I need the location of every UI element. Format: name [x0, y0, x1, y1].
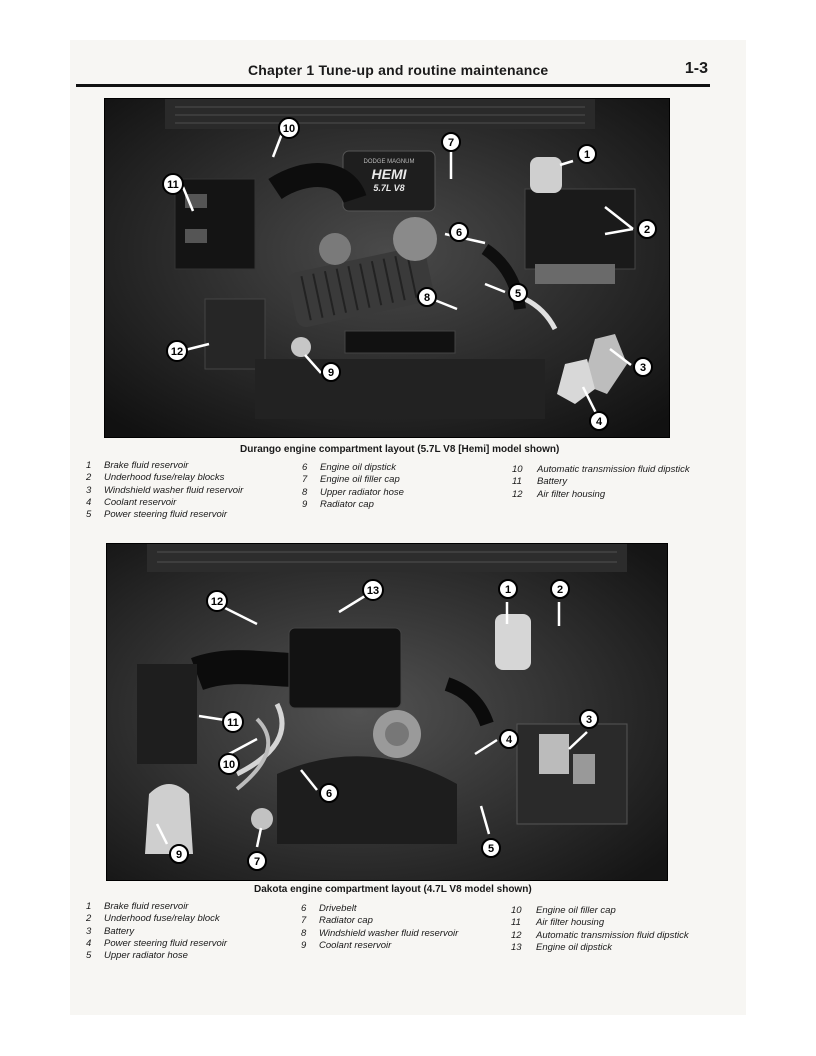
- legend-item: 10 Automatic transmission fluid dipstick: [512, 464, 690, 475]
- callout-6: [450, 223, 468, 241]
- engine-badge-top: DODGE MAGNUM: [363, 159, 415, 165]
- svg-text:10: 10: [282, 123, 296, 135]
- svg-text:9: 9: [327, 367, 335, 379]
- svg-text:1: 1: [504, 584, 512, 596]
- dakota-legend-col3: [511, 905, 689, 954]
- legend-item: 13 Engine oil dipstick: [511, 941, 613, 953]
- legend-item: 5 Power steering fluid reservoir: [86, 509, 228, 521]
- svg-text:3: 3: [585, 714, 593, 726]
- page-header: [76, 58, 710, 87]
- callout-11: [223, 712, 243, 732]
- legend-item: 4 Power steering fluid reservoir: [86, 937, 228, 949]
- callout-13: [363, 580, 383, 600]
- legend-item: 1 Brake fluid reservoir: [86, 901, 189, 912]
- legend-item: 3 Battery: [86, 925, 135, 937]
- dakota-engine-photo: [106, 543, 668, 881]
- durango-legend-col1: [86, 460, 243, 521]
- legend-item: 10 Engine oil filler cap: [511, 905, 616, 916]
- svg-text:4: 4: [505, 734, 513, 746]
- legend-item: 1 Brake fluid reservoir: [86, 460, 189, 471]
- callout-1: [499, 580, 517, 598]
- svg-text:9: 9: [175, 849, 183, 861]
- legend-item: 11 Battery: [512, 476, 568, 488]
- legend-item: 9 Coolant reservoir: [301, 939, 392, 951]
- callout-2: [638, 220, 656, 238]
- callout-9: [170, 845, 188, 863]
- svg-text:11: 11: [167, 179, 179, 191]
- callout-3: [580, 710, 598, 728]
- legend-item: 12 Automatic transmission fluid dipstick: [511, 929, 689, 941]
- legend-item: 2 Underhood fuse/relay block: [86, 913, 220, 925]
- svg-text:8: 8: [423, 292, 431, 304]
- callout-7: [442, 133, 460, 151]
- svg-text:12: 12: [170, 346, 184, 358]
- callout-10: [219, 754, 239, 774]
- svg-text:4: 4: [595, 416, 603, 428]
- legend-item: 2 Underhood fuse/relay blocks: [86, 472, 225, 484]
- callout-1: [578, 145, 596, 163]
- dakota-figure-caption: Dakota engine compartment layout (4.7L V8 model shown): [254, 884, 532, 895]
- callout-3: [634, 358, 652, 376]
- legend-item: 9 Radiator cap: [302, 498, 374, 510]
- svg-text:6: 6: [455, 227, 463, 239]
- legend-item: 8 Upper radiator hose: [302, 486, 404, 498]
- legend-item: 12 Air filter housing: [512, 488, 606, 500]
- svg-text:5: 5: [514, 288, 522, 300]
- legend-item: 3 Windshield washer fluid reservoir: [86, 484, 244, 496]
- durango-engine-photo: [104, 98, 670, 438]
- svg-text:11: 11: [227, 717, 239, 729]
- svg-text:3: 3: [639, 362, 647, 374]
- legend-item: 11 Air filter housing: [511, 917, 605, 929]
- legend-item: 4 Coolant reservoir: [86, 496, 177, 508]
- callout-8: [418, 288, 436, 306]
- durango-figure-caption: Durango engine compartment layout (5.7L V8 [Hemi] model shown): [240, 444, 560, 455]
- callout-9: [322, 363, 340, 381]
- legend-item: 5 Upper radiator hose: [86, 950, 188, 962]
- callout-12: [207, 591, 227, 611]
- legend-item: 6 Drivebelt: [301, 903, 357, 914]
- callout-10: [279, 118, 299, 138]
- engine-badge-hemi: HEMI: [371, 166, 407, 182]
- svg-text:10: 10: [222, 759, 236, 771]
- callout-6: [320, 784, 338, 802]
- chapter-title: Chapter 1 Tune-up and routine maintenance: [248, 62, 549, 78]
- callout-7: [248, 852, 266, 870]
- callout-2: [551, 580, 569, 598]
- callout-12: [167, 341, 187, 361]
- page-number: 1-3: [684, 60, 708, 77]
- engine-badge-displacement: 5.7L V8: [373, 183, 405, 193]
- svg-text:6: 6: [325, 788, 333, 800]
- legend-item: 7 Engine oil filler cap: [302, 474, 400, 486]
- durango-legend-col3: [512, 464, 690, 501]
- durango-legend-col2: [302, 462, 404, 511]
- callout-5: [509, 284, 527, 302]
- svg-text:5: 5: [487, 843, 495, 855]
- dakota-legend-col1: [86, 901, 227, 962]
- svg-text:7: 7: [253, 856, 261, 868]
- callout-11: [163, 174, 183, 194]
- dakota-legend-col2: [301, 903, 458, 952]
- svg-text:12: 12: [210, 596, 224, 608]
- callout-4: [500, 730, 518, 748]
- svg-text:1: 1: [583, 149, 591, 161]
- svg-text:13: 13: [366, 585, 380, 597]
- legend-item: 7 Radiator cap: [301, 915, 373, 927]
- legend-item: 8 Windshield washer fluid reservoir: [301, 927, 459, 939]
- callout-5: [482, 839, 500, 857]
- legend-item: 6 Engine oil dipstick: [302, 462, 397, 473]
- svg-text:2: 2: [643, 224, 651, 236]
- svg-text:7: 7: [447, 137, 455, 149]
- callout-4: [590, 412, 608, 430]
- svg-text:2: 2: [556, 584, 564, 596]
